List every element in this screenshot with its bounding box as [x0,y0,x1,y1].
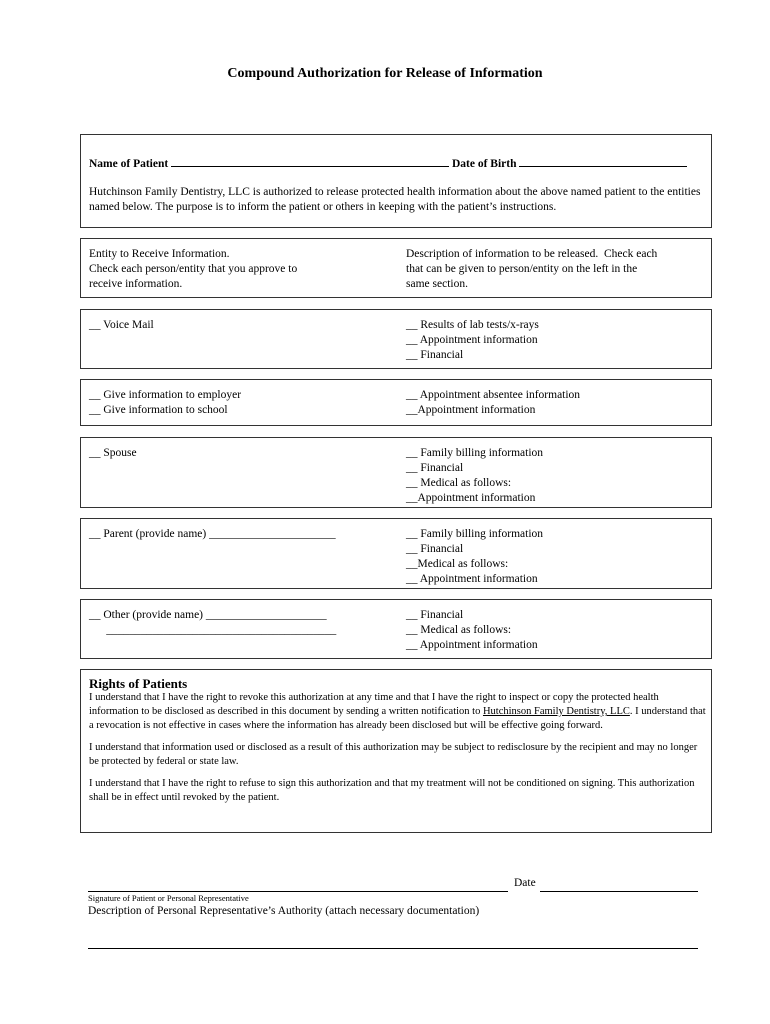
representative-authority-field[interactable] [88,947,698,949]
section-employer-school [80,379,712,426]
signature-caption: Signature of Patient or Personal Representative [88,893,249,903]
checkbox-financial[interactable]: __ Financial [406,543,464,555]
date-label: Date [514,877,536,889]
dob-label: Date of Birth [451,158,517,170]
section-parent [80,518,712,589]
patient-name-row [89,155,709,172]
checkbox-family-billing[interactable]: __ Family billing information [406,447,544,459]
representative-authority-label: Description of Personal Representative’s Authority (attach necessary documentation) [88,905,480,917]
rights-paragraph-revoke: I understand that I have the right to revoke this authorization at any time and that I have the right to inspect or copy the protected health information to be disclosed as described in this document by sending a written notification to Hutchinson Family Dentistry, LLC. I understand that a revocation is not effective in cases where the information has already been disclosed but will be effective going forward. [89,692,706,731]
section-other [80,599,712,659]
checkbox-financial[interactable]: __ Financial [406,349,464,361]
checkbox-spouse[interactable]: __ Spouse [89,447,137,459]
dob-field[interactable] [519,155,687,167]
checkbox-lab-results[interactable]: __ Results of lab tests/x-rays [406,319,539,331]
practice-name-link: Hutchinson Family Dentistry, LLC [482,706,630,717]
checkbox-appointment-info[interactable]: __ Appointment information [406,573,538,585]
checkbox-medical[interactable]: __ Medical as follows: [406,477,512,489]
rights-paragraph-redisclosure: I understand that information used or disclosed as a result of this authorization may be subject to redisclosure by the recipient and may no longer be protected by federal or state law. [89,742,698,767]
rights-paragraph-refuse: I understand that I have the right to refuse to sign this authorization and that my treatment will not be conditioned on signing. This authorization shall be in effect until revoked by the patient. [89,778,695,803]
checkbox-appointment-info[interactable]: __Appointment information [406,492,536,504]
date-field[interactable] [540,890,698,892]
checkbox-appointment-info[interactable]: __Appointment information [406,404,536,416]
other-name-field[interactable]: ________________________________________ [89,624,337,636]
description-header: Description of information to be released. Check each that can be given to person/entity on the left in the same section. [406,248,658,290]
header-row-box [80,238,712,298]
section-voice-mail [80,309,712,369]
patient-info-box [80,134,712,228]
checkbox-medical[interactable]: __Medical as follows: [406,558,509,570]
checkbox-parent[interactable]: __ Parent (provide name) ______________________ [89,528,336,540]
checkbox-appointment-info[interactable]: __ Appointment information [406,334,538,346]
checkbox-family-billing[interactable]: __ Family billing information [406,528,544,540]
checkbox-employer[interactable]: __ Give information to employer [89,389,242,401]
signature-line[interactable] [88,890,508,892]
entity-header: Entity to Receive Information. Check each person/entity that you approve to receive information. [89,248,298,290]
checkbox-appointment-info[interactable]: __ Appointment information [406,639,538,651]
checkbox-other[interactable]: __ Other (provide name) _____________________ [89,609,327,621]
checkbox-financial[interactable]: __ Financial [406,609,464,621]
rights-heading: Rights of Patients [89,676,188,691]
checkbox-financial[interactable]: __ Financial [406,462,464,474]
rights-of-patients-box [80,669,712,833]
authorization-statement: Hutchinson Family Dentistry, LLC is authorized to release protected health information about the above named patient to the entities named below. The purpose is to inform the patient or others in keeping with the patient’s instructions. [89,186,701,213]
patient-name-label: Name of Patient [89,158,169,170]
section-spouse [80,437,712,508]
page-title: Compound Authorization for Release of Information [227,66,543,81]
checkbox-voice-mail[interactable]: __ Voice Mail [89,319,154,331]
patient-name-field[interactable] [171,155,449,167]
checkbox-absentee-info[interactable]: __ Appointment absentee information [406,389,581,401]
checkbox-school[interactable]: __ Give information to school [89,404,228,416]
checkbox-medical[interactable]: __ Medical as follows: [406,624,512,636]
